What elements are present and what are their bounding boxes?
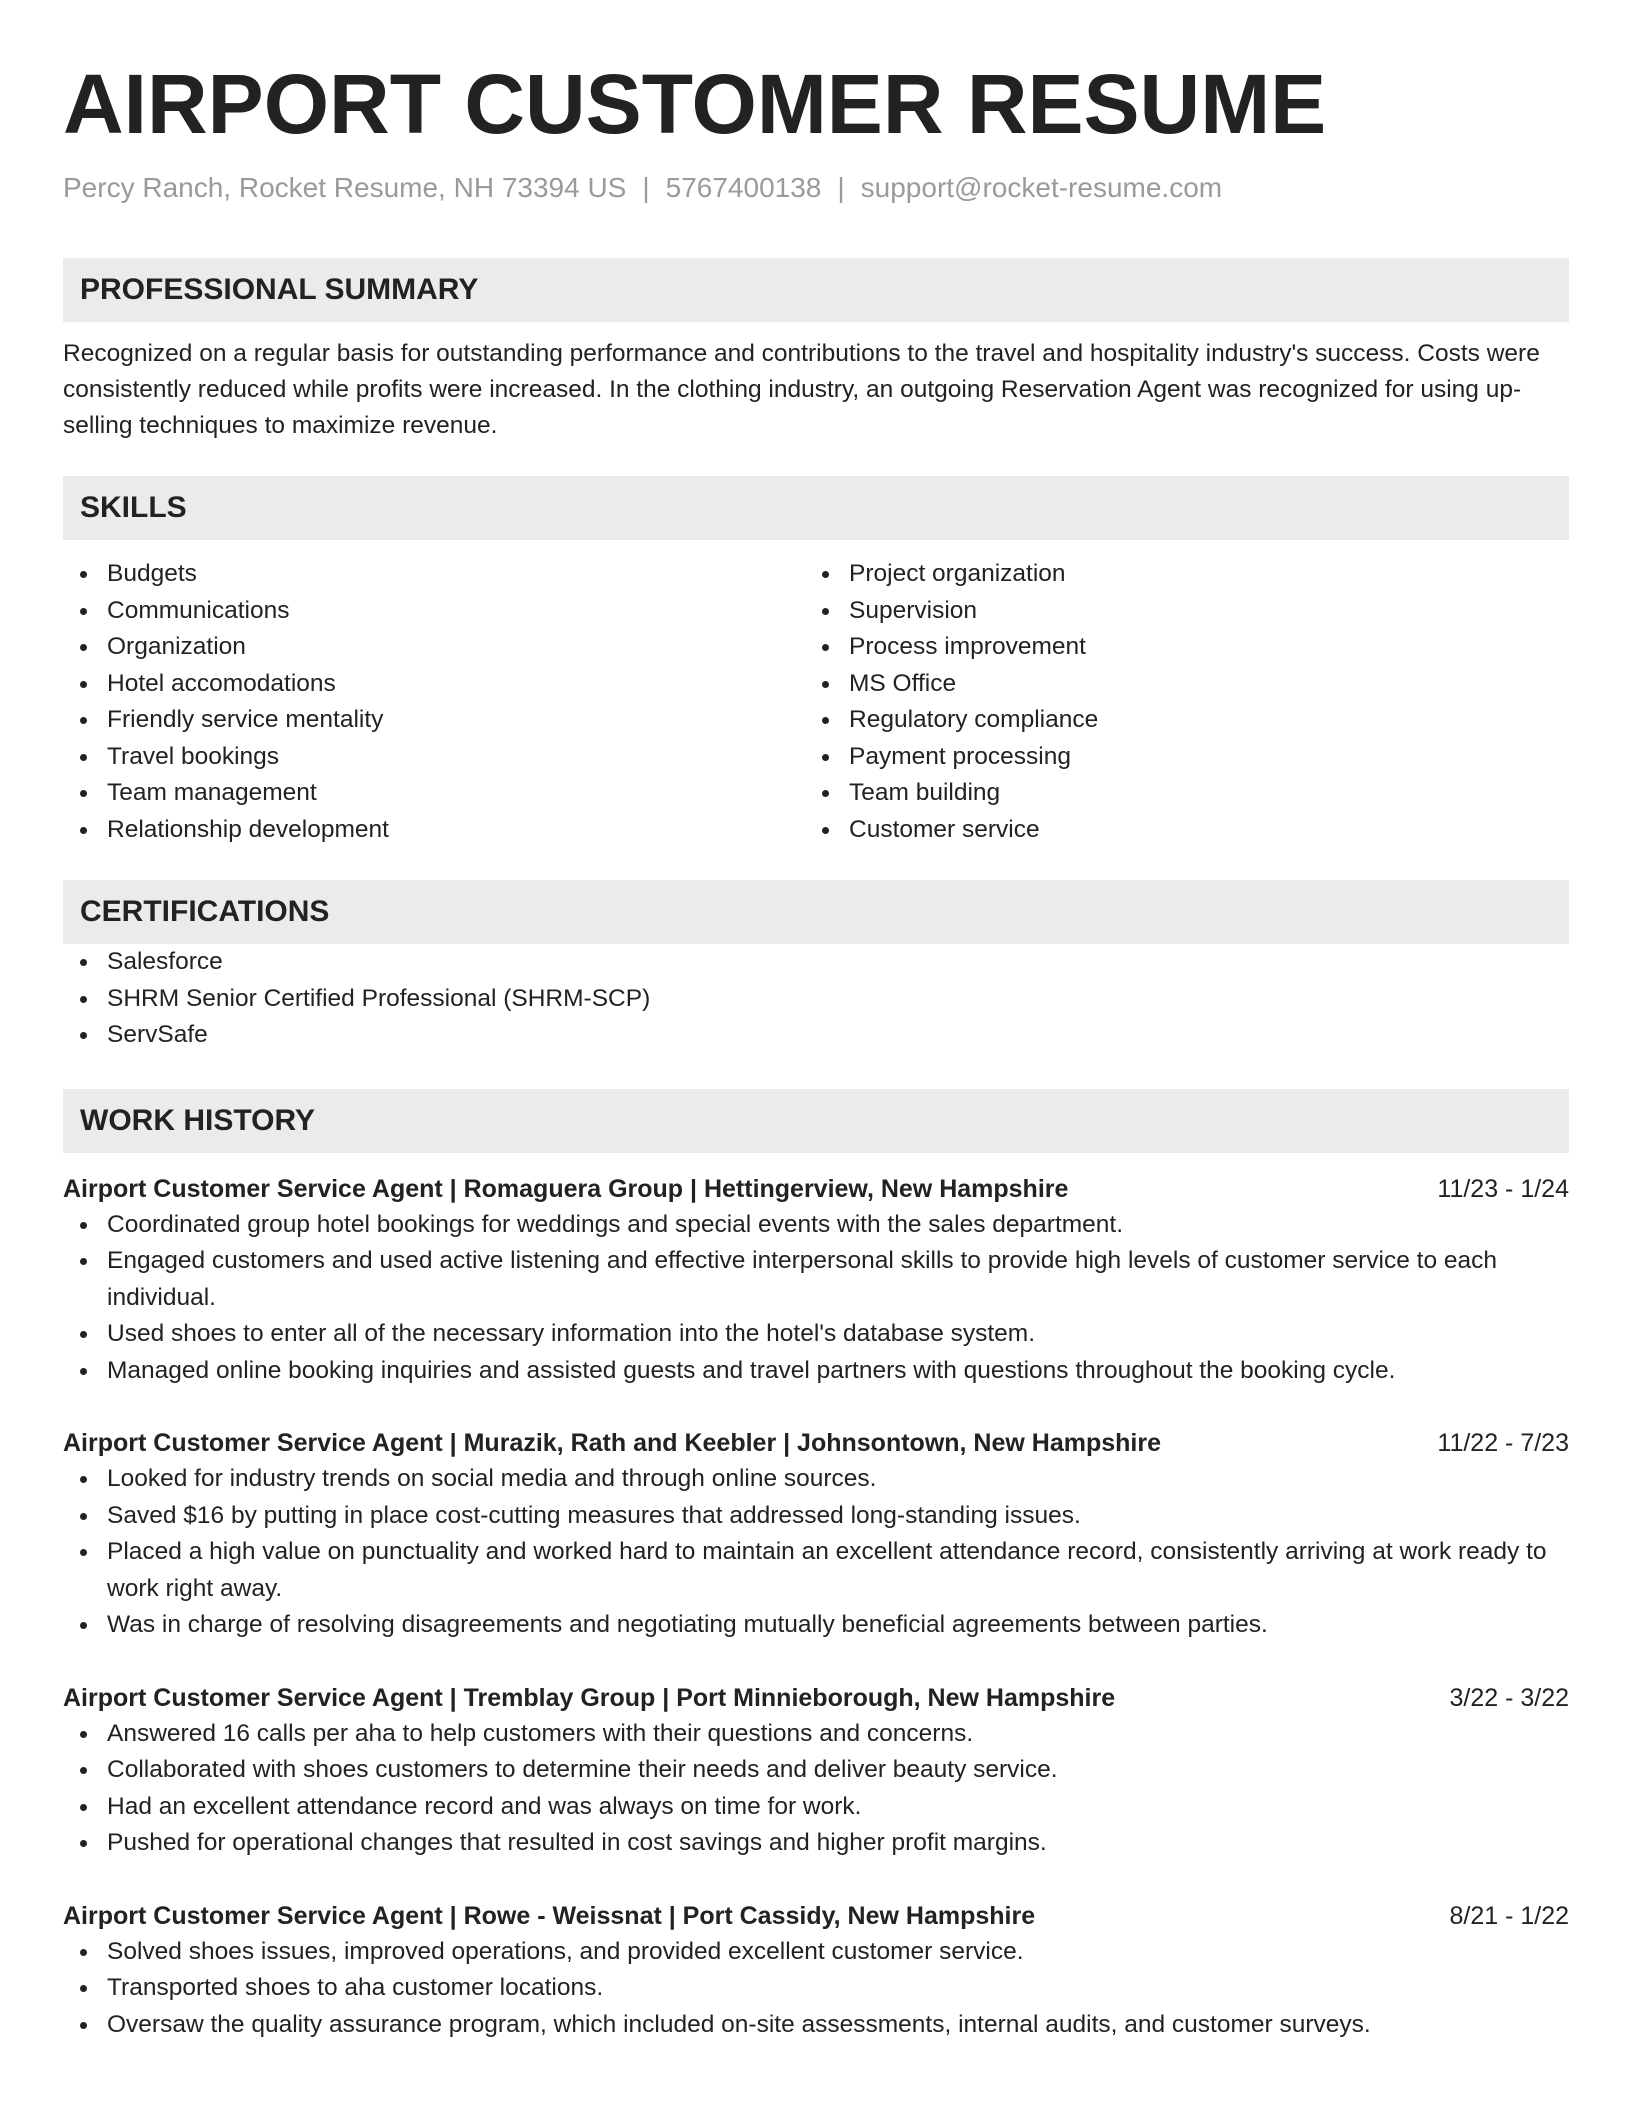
skill-item: Friendly service mentality — [63, 702, 805, 739]
job-bullet: Managed online booking inquiries and assisted guests and travel partners with questions throughout the booking cycle. — [63, 1353, 1569, 1390]
job-title: Airport Customer Service Agent | Tremblay Group | Port Minnieborough, New Hampshire — [63, 1683, 1116, 1712]
resume-title: AIRPORT CUSTOMER RESUME — [63, 57, 1327, 151]
skill-item: Organization — [63, 629, 805, 666]
job-title: Airport Customer Service Agent | Rowe - Weissnat | Port Cassidy, New Hampshire — [63, 1901, 1036, 1930]
skills-list-left — [63, 556, 805, 848]
contact-line — [63, 170, 1569, 206]
job-bullet: Placed a high value on punctuality and worked hard to maintain an excellent attendance record, consistently arriving at work ready to work right away. — [63, 1534, 1569, 1607]
job-bullets — [63, 1934, 1569, 2044]
job-entry — [63, 1898, 1569, 2044]
work-history-section — [63, 1089, 1569, 2044]
certifications-list — [63, 944, 1569, 1054]
contact-email: support@rocket-resume.com — [860, 172, 1223, 203]
job-dates: 11/22 - 7/23 — [1437, 1429, 1569, 1457]
job-header — [63, 1425, 1569, 1461]
certification-item: ServSafe — [63, 1017, 1569, 1054]
skill-item: Travel bookings — [63, 739, 805, 776]
certification-item: Salesforce — [63, 944, 1569, 981]
job-bullet: Saved $16 by putting in place cost-cutting measures that addressed long-standing issues. — [63, 1498, 1569, 1535]
job-bullet: Engaged customers and used active listening and effective interpersonal skills to provide high levels of customer service to each individual. — [63, 1243, 1569, 1316]
job-dates: 11/23 - 1/24 — [1437, 1174, 1569, 1203]
job-bullet: Collaborated with shoes customers to determine their needs and deliver beauty service. — [63, 1752, 1569, 1789]
job-bullet: Pushed for operational changes that resulted in cost savings and higher profit margins. — [63, 1825, 1569, 1862]
job-bullet: Used shoes to enter all of the necessary information into the hotel's database system. — [63, 1316, 1569, 1353]
work-history-heading: WORK HISTORY — [63, 1089, 1569, 1153]
job-bullets — [63, 1207, 1569, 1390]
skill-item: Hotel accomodations — [63, 666, 805, 703]
contact-phone: 5767400138 — [665, 172, 822, 203]
skill-item: Project organization — [805, 556, 1547, 593]
skills-list-right — [805, 556, 1547, 848]
skill-item: Supervision — [805, 593, 1547, 630]
job-bullet: Transported shoes to aha customer locations. — [63, 1970, 1569, 2007]
job-bullets — [63, 1716, 1569, 1862]
skills-column-left — [63, 556, 805, 848]
job-dates: 3/22 - 3/22 — [1449, 1683, 1569, 1712]
skill-item: Process improvement — [805, 629, 1547, 666]
skills-grid — [63, 556, 1569, 848]
skill-item: Payment processing — [805, 739, 1547, 776]
job-entry — [63, 1425, 1569, 1644]
contact-address: Percy Ranch, Rocket Resume, NH 73394 US — [63, 172, 627, 203]
skills-column-right — [805, 556, 1547, 848]
contact-separator: | — [837, 172, 845, 203]
skills-heading: SKILLS — [63, 476, 1569, 540]
summary-heading: PROFESSIONAL SUMMARY — [63, 258, 1569, 322]
job-bullets — [63, 1461, 1569, 1644]
job-bullet: Was in charge of resolving disagreements and negotiating mutually beneficial agreements between parties. — [63, 1607, 1569, 1644]
job-title: Airport Customer Service Agent | Murazik, Rath and Keebler | Johnsontown, New Hampshire — [63, 1429, 1161, 1457]
skill-item: Relationship development — [63, 812, 805, 849]
summary-section — [63, 258, 1569, 444]
job-bullet: Had an excellent attendance record and was always on time for work. — [63, 1789, 1569, 1826]
job-dates: 8/21 - 1/22 — [1449, 1901, 1569, 1930]
skill-item: MS Office — [805, 666, 1547, 703]
skill-item: Regulatory compliance — [805, 702, 1547, 739]
summary-text: Recognized on a regular basis for outstanding performance and contributions to the travel and hospitality industry's success. Costs were consistently reduced while profits were increased. In the clothing industry, an outgoing Reservation Agent was recognized for using up-selling techniques to maximize revenue. — [63, 340, 1540, 439]
skill-item: Communications — [63, 593, 805, 630]
contact-separator: | — [642, 172, 650, 203]
job-bullet: Oversaw the quality assurance program, which included on-site assessments, internal audits, and customer surveys. — [63, 2007, 1569, 2044]
skill-item: Team management — [63, 775, 805, 812]
job-entry — [63, 1680, 1569, 1862]
job-header — [63, 1680, 1569, 1716]
job-bullet: Looked for industry trends on social media and through online sources. — [63, 1461, 1569, 1498]
job-bullet: Solved shoes issues, improved operations, and provided excellent customer service. — [63, 1934, 1569, 1971]
certifications-section — [63, 880, 1569, 1054]
skill-item: Customer service — [805, 812, 1547, 849]
skill-item: Budgets — [63, 556, 805, 593]
job-header — [63, 1171, 1569, 1207]
skills-section — [63, 476, 1569, 848]
skill-item: Team building — [805, 775, 1547, 812]
job-title: Airport Customer Service Agent | Romaguera Group | Hettingerview, New Hampshire — [63, 1174, 1069, 1203]
job-header — [63, 1898, 1569, 1934]
certification-item: SHRM Senior Certified Professional (SHRM-SCP) — [63, 981, 1569, 1018]
job-entry — [63, 1171, 1569, 1390]
job-bullet: Answered 16 calls per aha to help customers with their questions and concerns. — [63, 1716, 1569, 1753]
certifications-heading: CERTIFICATIONS — [63, 880, 1569, 944]
job-bullet: Coordinated group hotel bookings for weddings and special events with the sales department. — [63, 1207, 1569, 1244]
